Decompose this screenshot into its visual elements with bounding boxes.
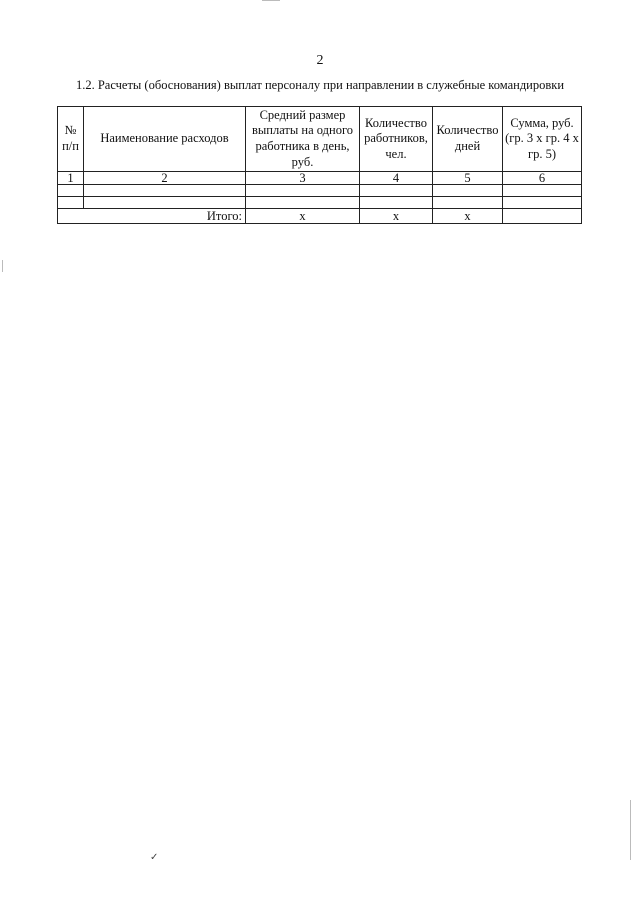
table-row [58,197,582,209]
table-cell [360,185,433,197]
header-days-count: Количество дней [433,107,503,172]
header-sum: Сумма, руб. (гр. 3 х гр. 4 х гр. 5) [503,107,582,172]
scan-dot-left [2,260,3,272]
header-expense-name: Наименование расходов [84,107,246,172]
column-number-row [58,172,582,185]
header-avg-payment: Средний размер выплаты на одного работника в день, руб. [246,107,360,172]
table-cell [433,197,503,209]
table-cell [84,197,246,209]
scan-line-top [262,0,280,1]
total-col4: х [360,209,433,224]
header-employee-count: Количество работников, чел. [360,107,433,172]
column-number: 2 [84,172,246,185]
table-header-row [58,107,582,172]
column-number: 1 [58,172,84,185]
header-row-number: № п/п [58,107,84,172]
table-cell [246,197,360,209]
column-number: 6 [503,172,582,185]
column-number: 3 [246,172,360,185]
table-cell [503,197,582,209]
page-number: 2 [316,53,324,68]
table-cell [58,197,84,209]
scan-line-right [630,800,631,860]
section-title: 1.2. Расчеты (обоснования) выплат персоналу при направлении в служебные командировки [75,78,565,92]
table-cell [246,185,360,197]
total-col5: х [433,209,503,224]
column-number: 4 [360,172,433,185]
total-label: Итого: [58,209,246,224]
table-cell [84,185,246,197]
expenses-table [57,106,582,224]
table-row [58,185,582,197]
total-col3: х [246,209,360,224]
total-row [58,209,582,224]
table-cell [503,185,582,197]
table-cell [360,197,433,209]
column-number: 5 [433,172,503,185]
total-sum [503,209,582,224]
pen-mark: ✓ [150,852,159,863]
table-cell [58,185,84,197]
table-cell [433,185,503,197]
